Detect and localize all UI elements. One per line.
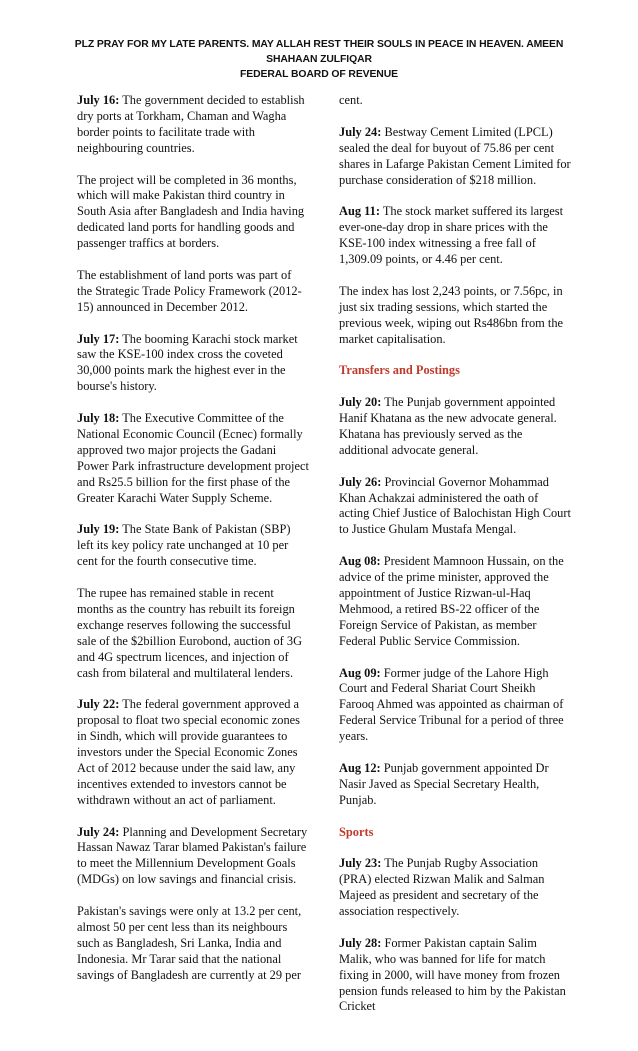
entry-text: Former judge of the Lahore High Court and Federal Shariat Court Sheikh Farooq Ahmed was appointed as chairman of Federal Service Tribunal for a period of three years.: [339, 665, 564, 744]
entry-text: The project will be completed in 36 months, which will make Pakistan third country in South Asia after Bangladesh and India having dedicated land ports for handling goods and passenger traffics at borders.: [77, 172, 305, 251]
entry-text: The establishment of land ports was part of the Strategic Trade Policy Framework (2012-15) announced in December 2012.: [77, 267, 302, 314]
entry-text: Pakistan's savings were only at 13.2 per cent, almost 50 per cent less than its neighbours such as Bangladesh, Sri Lanka, India and Indonesia. Mr Tarar said that the national savings of Bangladesh are currently at 29 per: [77, 904, 302, 982]
paragraph: [77, 173, 309, 253]
paragraph: [339, 936, 571, 1016]
paragraph: [339, 204, 571, 268]
entry-date: July 26:: [339, 474, 382, 489]
section-heading-transfers: Transfers and Postings: [339, 363, 460, 378]
entry-date: July 22:: [77, 697, 120, 712]
entry-date: July 28:: [339, 935, 382, 950]
entry-text: Former Pakistan captain Salim Malik, who was banned for life for match fixing in 2000, will have money from frozen pension funds released to him by the Pakistan Cricket: [339, 935, 566, 1014]
paragraph: [339, 395, 571, 459]
paragraph: [77, 586, 309, 681]
left-column: [77, 93, 309, 1000]
entry-text: The Punjab government appointed Hanif Khatana as the new advocate general. Khatana has previously served as the additional advocate general.: [339, 395, 557, 457]
entry-date: Aug 08:: [339, 554, 381, 569]
entry-date: July 18:: [77, 411, 120, 426]
entry-date: Aug 09:: [339, 665, 381, 680]
entry-text: The Punjab Rugby Association (PRA) elected Rizwan Malik and Salman Majeed as president and secretary of the association respectively.: [339, 856, 545, 919]
paragraph: [77, 697, 309, 808]
entry-text: President Mamnoon Hussain, on the advice of the prime minister, approved the appointment of Justice Rizwan-ul-Haq Mehmood, a retired BS-22 officer of the Foreign Service of Pakistan, as member Federal Public Service Commission.: [339, 554, 564, 648]
header-prayer-line: PLZ PRAY FOR MY LATE PARENTS. MAY ALLAH REST THEIR SOULS IN PEACE IN HEAVEN. AMEEN: [74, 39, 564, 50]
entry-date: July 23:: [339, 856, 382, 871]
header-author-name: SHAHAAN ZULFIQAR: [266, 54, 372, 65]
paragraph: [77, 268, 309, 316]
section-heading-sports: Sports: [339, 824, 374, 839]
entry-text: Provincial Governor Mohammad Khan Achakzai administered the oath of acting Chief Justice of Balochistan High Court to Justice Ghulam Mustafa Mengal.: [339, 474, 571, 537]
paragraph: [77, 904, 309, 984]
entry-text: The index has lost 2,243 points, or 7.56pc, in just six trading sessions, which started the previous week, wiping out Rs486bn from the market capitalisation.: [339, 283, 564, 346]
entry-text: The federal government approved a proposal to float two special economic zones in Sindh, which will provide guarantees to investors under the Special Economic Zones Act of 2012 because under the said law, any incentives extended to investors cannot be withdrawn without an act of parliament.: [77, 697, 300, 807]
paragraph: [339, 554, 571, 649]
entry-date: Aug 11:: [339, 204, 380, 219]
paragraph: [339, 761, 571, 809]
entry-text: Punjab government appointed Dr Nasir Javed as Special Secretary Health, Punjab.: [339, 760, 549, 807]
entry-text: The rupee has remained stable in recent months as the country has rebuilt its foreign exchange reserves following the successful sale of the $2billion Eurobond, auction of 3G and 4G spectrum licences, and injection of cash from bilateral and multilateral lenders.: [77, 586, 303, 680]
entry-text: The Executive Committee of the National Economic Council (Ecnec) formally approved two major projects the Gadani Power Park infrastructure development project and Rs25.5 billion for the first phase of the Greater Karachi Water Supply Scheme.: [77, 411, 309, 505]
entry-date: July 24:: [339, 124, 382, 139]
entry-date: July 24:: [77, 824, 120, 839]
paragraph: [77, 332, 309, 396]
entry-date: July 20:: [339, 395, 382, 410]
entry-date: July 16:: [77, 93, 120, 107]
entry-text: Bestway Cement Limited (LPCL) sealed the deal for buyout of 75.86 per cent shares in Lafarge Pakistan Cement Limited for purchase consideration of $218 million.: [339, 124, 571, 187]
paragraph: [339, 93, 571, 109]
paragraph: [339, 125, 571, 189]
entry-date: July 19:: [77, 522, 120, 537]
entry-text: cent.: [339, 93, 363, 107]
entry-text: The stock market suffered its largest ever-one-day drop in share prices with the KSE-100 index witnessing a free fall of 1,309.09 points, or 4.46 per cent.: [339, 204, 564, 267]
paragraph: [339, 475, 571, 539]
entry-text: The government decided to establish dry ports at Torkham, Chaman and Wagha border points to facilitate trade with neighbouring countries.: [77, 93, 305, 155]
paragraph: [339, 284, 571, 348]
paragraph: [77, 825, 309, 889]
paragraph: [77, 93, 309, 157]
paragraph: [77, 411, 309, 506]
entry-text: The booming Karachi stock market saw the KSE-100 index cross the coveted 30,000 points mark the highest ever in the bourse's history.: [77, 331, 298, 394]
entry-text: The State Bank of Pakistan (SBP) left its key policy rate unchanged at 10 per cent for the fourth consecutive time.: [77, 522, 291, 569]
right-column: [339, 93, 571, 1031]
page-header: [0, 37, 638, 82]
entry-date: Aug 12:: [339, 760, 381, 775]
entry-text: Planning and Development Secretary Hassan Nawaz Tarar blamed Pakistan's failure to meet the Millennium Development Goals (MDGs) on low savings and financial crisis.: [77, 824, 308, 887]
entry-date: July 17:: [77, 331, 120, 346]
paragraph: [339, 856, 571, 920]
header-organization: FEDERAL BOARD OF REVENUE: [240, 69, 398, 80]
paragraph: [77, 522, 309, 570]
paragraph: [339, 666, 571, 746]
